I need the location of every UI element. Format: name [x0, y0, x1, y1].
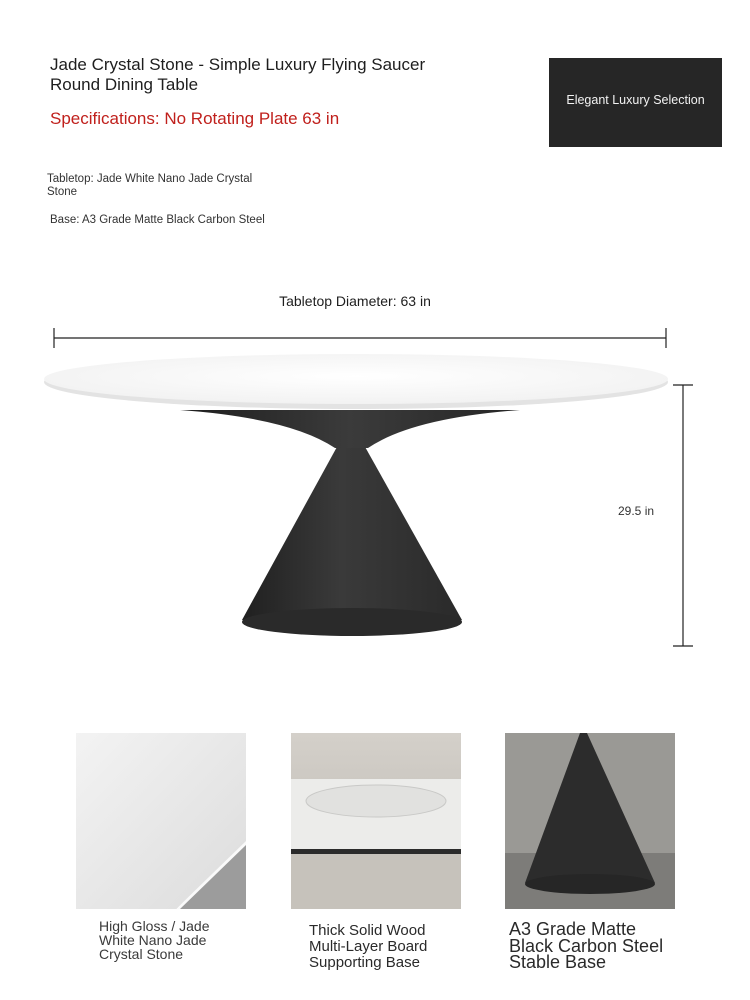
- cone-base: [242, 445, 462, 635]
- support-arms: [180, 410, 520, 448]
- diameter-dimension-line: [54, 328, 666, 348]
- badge-label: Elegant Luxury Selection: [566, 93, 705, 107]
- tabletop-material: Tabletop: Jade White Nano Jade Crystal Stone: [47, 173, 253, 198]
- height-label: 29.5 in: [618, 504, 655, 518]
- base-material: Base: A3 Grade Matte Black Carbon Steel: [50, 214, 265, 226]
- feature-caption-board: Thick Solid Wood Multi-Layer Board Supporting Base: [309, 922, 428, 971]
- product-title: Jade Crystal Stone - Simple Luxury Flying Saucer Round Dining Table: [50, 55, 426, 94]
- feature-image-gloss: [76, 733, 246, 909]
- feature-caption-gloss: High Gloss / Jade White Nano Jade Crystal Stone: [99, 918, 210, 962]
- specifications-text: Specifications: No Rotating Plate 63 in: [50, 109, 340, 128]
- feature-caption-base: A3 Grade Matte Black Carbon Steel Stable Base: [509, 919, 664, 972]
- feature-image-board: [291, 733, 461, 909]
- feature-image-base: [505, 733, 675, 909]
- diameter-label: Tabletop Diameter: 63 in: [279, 293, 431, 309]
- height-dimension-line: [673, 385, 693, 646]
